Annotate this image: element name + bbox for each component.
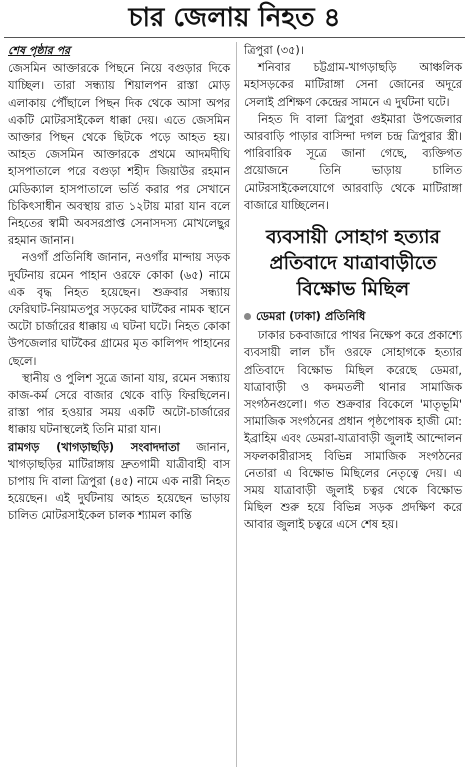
paragraph-text: জানান, খাগড়াছড়ির মাটিরাঙ্গায় দ্রুতগামী যাত্রীবাহী বাস চাপায় দি বালা ত্রিপুরা (৪৫) নামে এক নারী নিহত হয়েছেন। এই দুর্ঘটনায় আহত হয়েছেন ভাড়ায় চালিত মোটরসাইকেল চালক শ্যামল কান্তি	[8, 440, 231, 523]
paragraph: জেসমিন আক্তারকে পিছনে নিয়ে বগুড়ার দিকে যাচ্ছিল। তারা সন্ধ্যায় শিয়ালপন রাস্তা মোড় এলাকায় পৌঁছালে পিছন দিক থেকে আসা অপর একটি মোটরসাইকেল ধাক্কা দেয়। এতে জেসমিন আক্তার পিছন থেকে ছিটকে পড়ে আহত হয়। আহত জেসমিন আক্তারকে প্রথমে আদমদীঘি হাসপাতালে পরে বগুড়া শহীদ জিয়াউর রহমান মেডিক্যাল হাসপাতালে ভর্তি করার পর সেখানে চিকিৎসাধীন অবস্থায় রাত ১২টায় মারা যান বলে নিহতের স্বামী অবসরপ্রাপ্ত সেনাসদস্য মোখলেছুর রহমান জানান।	[8, 62, 230, 248]
paragraph: নিহত দি বালা ত্রিপুরা গুইমারা উপজেলার আরবাড়ি পাড়ার বাসিন্দা দগল চন্দ্র ত্রিপুরার স্ত্রী। পারিবারিক সূত্রে জানা গেছে, ব্যক্তিগত প্রয়োজনে তিনি ভাড়ায় চালিত মোটরসাইকেলযোগে আরবাড়ি থেকে মাটিরাঙ্গা বাজারে যাচ্ছিলেন।	[244, 112, 462, 212]
main-headline: চার জেলায় নিহত ৪	[128, 3, 341, 33]
article-headline: ব্যবসায়ী সোহাগ হত্যার প্রতিবাদে যাত্রাবাড়ীতে বিক্ষোভ মিছিল	[265, 226, 440, 301]
paragraph: শনিবার চট্টগ্রাম-খাগড়াছড়ি আঞ্চলিক মহাসড়কের মাটিরাঙ্গা সেনা জোনের অদূরে সেলাই প্রশিক্ষণ কেন্দ্রের সামনে এ দুর্ঘটনা ঘটে।	[244, 61, 462, 109]
bullet-icon	[244, 313, 251, 320]
correspondent-byline: রামগড় (খাগড়াছড়ি) সংবাদদাতা	[8, 440, 180, 454]
article-byline	[244, 308, 462, 325]
byline-text: ডেমরা (ঢাকা) প্রতিনিধি	[256, 309, 366, 324]
left-column	[8, 42, 230, 525]
paragraph: ঢাকার চকবাজারে পাথর নিক্ষেপ করে প্রকাশ্যে ব্যবসায়ী লাল চাঁদ ওরফে সোহাগকে হত্যার প্রতিবাদে বিক্ষোভ মিছিল করেছে ডেমরা, যাত্রাবাড়ী ও কদমতলী থানার সামাজিক সংগঠনগুলো। গত শুক্রবার বিকেলে 'মাতৃভূমি' সামাজিক সংগঠনের প্রধান পৃষ্ঠপোষক হাজী মো: ইব্রাহিম এবং ডেমরা-যাত্রাবাড়ী জুলাই আন্দোলন সফলকারীরাসহ বিভিন্ন সামাজিক সংগঠনের নেতারা এ বিক্ষোভ মিছিলের নেতৃত্বে দেয়। এ সময় যাত্রাবাড়ী জুলাই চত্বর থেকে বিক্ষোভ মিছিল শুরু হয়ে বিভিন্ন সড়ক প্রদক্ষিণ করে আবার জুলাই চত্বরে এসে শেষ হয়।	[244, 329, 462, 532]
column-divider	[236, 42, 237, 767]
continued-from-label: শেষ পৃষ্ঠার পর	[8, 44, 71, 57]
paragraph: নওগাঁ প্রতিনিধি জানান, নওগাঁর মান্দায় সড়ক দুর্ঘটনায় রমেন পাহান ওরফে কোকা (৬৫) নামে এক বৃদ্ধ নিহত হয়েছেন। শুক্রবার সন্ধ্যায় ফেরিঘাট-নিয়ামতপুর সড়কের ঘাটকৈর নামক স্থানে অটো চার্জারের ধাক্কায় এ ঘটনা ঘটে। নিহত কোকা উপজেলার ঘাটকৈর গ্রামের মৃত কালিপদ পাহানের ছেলে।	[8, 251, 230, 368]
headline-divider	[4, 37, 465, 38]
paragraph: স্থানীয় ও পুলিশ সূত্রে জানা যায়, রমেন সন্ধ্যায় কাজ-কর্ম সেরে বাজার থেকে বাড়ি ফিরছিলেন। রাস্তা পার হওয়ার সময় একটি অটো-চার্জারের ধাক্কায় ঘটনাস্থলেই তিনি মারা যান।	[8, 371, 230, 437]
paragraph	[8, 439, 230, 525]
paragraph: ত্রিপুরা (৩৫)।	[244, 44, 304, 57]
right-column	[244, 42, 462, 534]
